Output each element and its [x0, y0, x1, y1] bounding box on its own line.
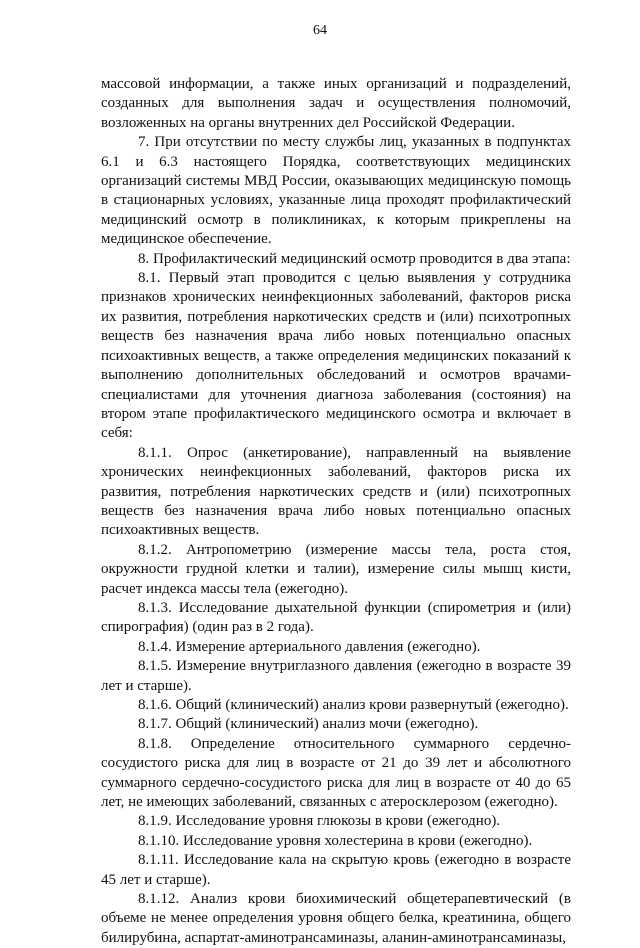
paragraph-8-1-7: 8.1.7. Общий (клинический) анализ мочи (ежегодно). [138, 716, 479, 733]
paragraph-8-1-12: 8.1.12. Анализ крови биохимический общетерапевтический (в объеме не менее определения уровня общего белка, креатинина, общего билирубина, аспартат-аминотрансаминазы, аланин-аминотрансаминазы, [101, 891, 571, 946]
paragraph-7: 7. При отсутствии по месту службы лиц, указанных в подпунктах 6.1 и 6.3 настоящего Порядка, соответствующих медицинских организаций системы МВД России, оказывающих медицинскую помощь в стационарных условиях, указанные лица проходят профилактический медицинский осмотр в поликлиниках, к которым прикреплены на медицинское обеспечение. [101, 134, 571, 248]
paragraph-8-1-9: 8.1.9. Исследование уровня глюкозы в крови (ежегодно). [138, 813, 501, 830]
paragraph-8: 8. Профилактический медицинский осмотр проводится в два этапа: [138, 250, 571, 267]
paragraph-8-1-10: 8.1.10. Исследование уровня холестерина в крови (ежегодно). [138, 832, 533, 849]
paragraph-8-1-4: 8.1.4. Измерение артериального давления (ежегодно). [138, 638, 481, 655]
paragraph-8-1-8: 8.1.8. Определение относительного суммарного сердечно-сосудистого риска для лиц в возрасте от 21 до 39 лет и абсолютного суммарного сердечно-сосудистого риска для лиц в возрасте от 40 до 65 лет, не имеющих заболеваний, связанных с атеросклерозом (ежегодно). [101, 735, 571, 811]
paragraph-8-1-2: 8.1.2. Антропометрию (измерение массы тела, роста стоя, окружности грудной клетки и талии), измерение силы мышц кисти, расчет индекса массы тела (ежегодно). [101, 541, 571, 597]
paragraph-8-1-1: 8.1.1. Опрос (анкетирование), направленный на выявление хронических неинфекционных заболеваний, факторов риска их развития, потребления наркотических средств и (или) психотропных веществ без назначения врача либо новых потенциально опасных психоактивных веществ. [101, 444, 571, 539]
document-body [101, 75, 571, 948]
page-number: 64 [313, 23, 327, 38]
paragraph-8-1-6: 8.1.6. Общий (клинический) анализ крови развернутый (ежегодно). [138, 697, 569, 713]
paragraph-8-1-11: 8.1.11. Исследование кала на скрытую кровь (ежегодно в возрасте 45 лет и старше). [101, 852, 571, 888]
paragraph-8-1-3: 8.1.3. Исследование дыхательной функции (спирометрия и (или) спирография) (один раз в 2 года). [101, 599, 571, 636]
paragraph-8-1: 8.1. Первый этап проводится с целью выявления у сотрудника признаков хронических неинфекционных заболеваний, факторов риска их развития, потребления наркотических средств и (или) психотропных веществ без назначения врача либо новых потенциально опасных психоактивных веществ, а также определения медицинских показаний к выполнению дополнительных обследований и осмотров врачами-специалистами для уточнения диагноза заболевания (состояния) на втором этапе профилактического медицинского осмотра и включает в себя: [101, 270, 571, 442]
paragraph-continuation: массовой информации, а также иных организаций и подразделений, созданных для выполнения задач и осуществления полномочий, возложенных на органы внутренних дел Российской Федерации. [101, 76, 571, 131]
paragraph-8-1-5: 8.1.5. Измерение внутриглазного давления (ежегодно в возрасте 39 лет и старше). [101, 658, 571, 694]
